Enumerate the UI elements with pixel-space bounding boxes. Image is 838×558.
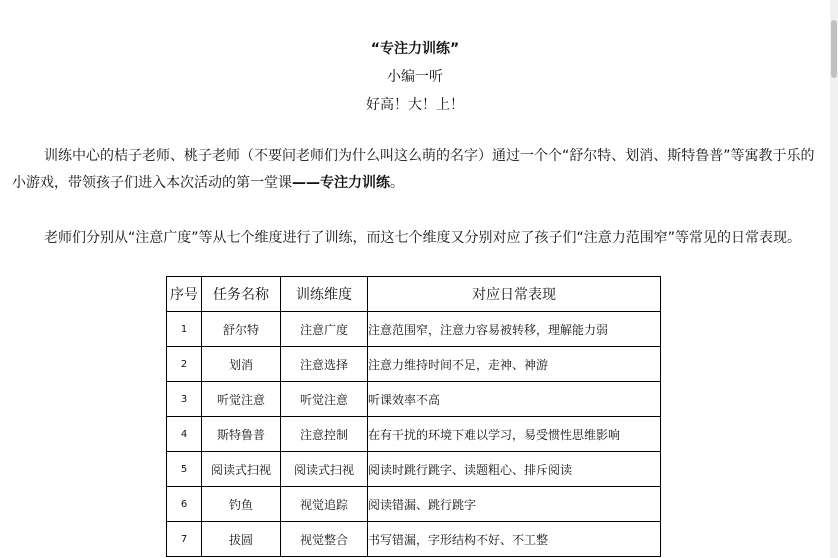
table-row [167,382,661,417]
vertical-scrollbar[interactable] [830,0,838,558]
behavior-cell: 听课效率不高 [368,382,661,417]
table-row [167,347,661,382]
table-row [167,452,661,487]
training-table [166,276,661,557]
behavior-cell: 注意力维持时间不足，走神、神游 [368,347,661,382]
task-name-cell: 钓鱼 [202,487,281,522]
row-number-cell: 2 [167,347,202,382]
table-row [167,417,661,452]
scrollbar-thumb[interactable] [831,20,837,78]
behavior-cell: 阅读时跳行跳字、读题粗心、排斥阅读 [368,452,661,487]
behavior-cell: 注意范围窄，注意力容易被转移，理解能力弱 [368,312,661,347]
behavior-cell: 阅读错漏、跳行跳字 [368,487,661,522]
header-task: 任务名称 [202,277,281,312]
dimension-cell: 注意控制 [281,417,368,452]
dimension-cell: 阅读式扫视 [281,452,368,487]
task-name-cell: 斯特鲁普 [202,417,281,452]
row-number-cell: 5 [167,452,202,487]
intro-end: 。 [390,175,404,191]
table-row [167,312,661,347]
table-header-row [167,277,661,312]
task-name-cell: 划消 [202,347,281,382]
dimension-cell: 注意选择 [281,347,368,382]
table-row [167,487,661,522]
task-name-cell: 拔圆 [202,522,281,557]
table-row [167,522,661,557]
behavior-cell: 书写错漏，字形结构不好、不工整 [368,522,661,557]
doc-slogan: 好高！大！上！ [366,97,464,113]
header-no: 序号 [167,277,202,312]
doc-title: “专注力训练” [370,41,460,57]
row-number-cell: 7 [167,522,202,557]
dimension-cell: 注意广度 [281,312,368,347]
dimension-cell: 听觉注意 [281,382,368,417]
intro-paragraph [12,143,820,197]
header-dimension: 训练维度 [281,277,368,312]
row-number-cell: 3 [167,382,202,417]
row-number-cell: 1 [167,312,202,347]
task-name-cell: 听觉注意 [202,382,281,417]
dimensions-paragraph: 老师们分别从“注意广度”等从七个维度进行了训练，而这七个维度又分别对应了孩子们“注意力范围窄”等常见的日常表现。 [44,230,802,246]
behavior-cell: 在有干扰的环境下难以学习，易受惯性思维影响 [368,417,661,452]
task-name-cell: 阅读式扫视 [202,452,281,487]
row-number-cell: 4 [167,417,202,452]
dimension-cell: 视觉整合 [281,522,368,557]
intro-bold-text: ——专注力训练 [292,175,390,191]
task-name-cell: 舒尔特 [202,312,281,347]
dimension-cell: 视觉追踪 [281,487,368,522]
intro-text: 训练中心的桔子老师、桃子老师（不要问老师们为什么叫这么萌的名字）通过一个个“舒尔特、划消、斯特鲁普”等寓教于乐的小游戏，带领孩子们进入本次活动的第一堂课 [12,148,815,191]
doc-author: 小编一听 [387,69,443,85]
row-number-cell: 6 [167,487,202,522]
header-behavior: 对应日常表现 [368,277,661,312]
